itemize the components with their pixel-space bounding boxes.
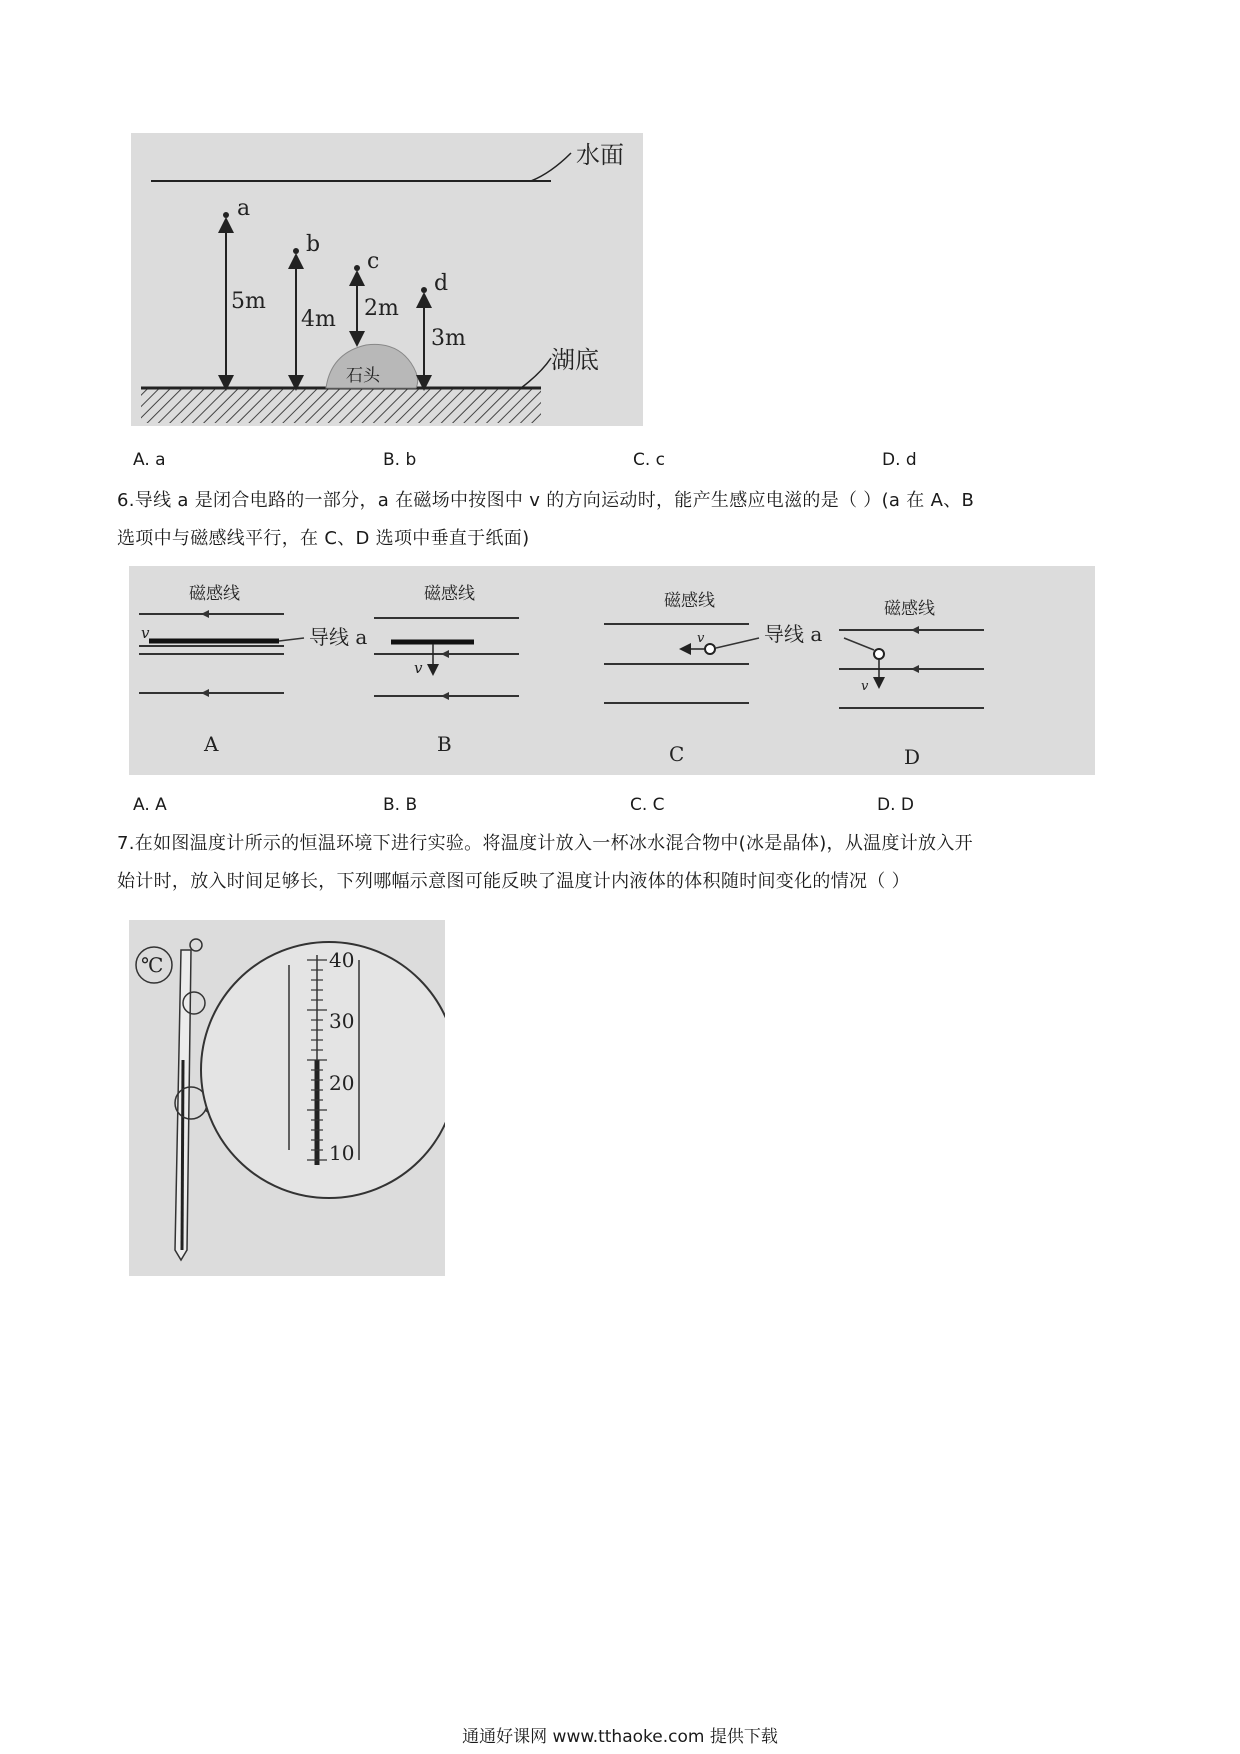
stone-label: 石头 bbox=[346, 366, 380, 386]
q7-question bbox=[117, 825, 1127, 901]
q6-text-line1: 6.导线 a 是闭合电路的一部分，a 在磁场中按图中 v 的方向运动时，能产生感应电滋的是（ ）(a 在 A、B bbox=[117, 490, 975, 511]
scale-40: 40 bbox=[329, 948, 355, 972]
q6-option-d[interactable]: D. D bbox=[877, 795, 914, 815]
panel-c-field-label: 磁感线 bbox=[664, 591, 715, 611]
scale-10: 10 bbox=[329, 1141, 355, 1165]
panel-d-velocity: v bbox=[861, 679, 869, 694]
q5-options bbox=[0, 450, 1240, 480]
lake-depth-figure bbox=[131, 133, 643, 426]
panel-b-field-label: 磁感线 bbox=[424, 584, 475, 604]
q5-option-c[interactable]: C. c bbox=[633, 450, 666, 470]
scale-30: 30 bbox=[329, 1009, 355, 1033]
panel-c-velocity: v bbox=[697, 631, 705, 646]
q7-text-line2: 始计时，放入时间足够长，下列哪幅示意图可能反映了温度计内液体的体积随时间变化的情况（ ） bbox=[117, 871, 910, 892]
thermometer-figure bbox=[129, 920, 445, 1276]
point-c-label: c bbox=[367, 249, 380, 274]
q6-option-b[interactable]: B. B bbox=[383, 795, 418, 815]
page-footer: 通通好课网 www.tthaoke.com 提供下载 bbox=[462, 1727, 778, 1747]
q6-text-line2: 选项中与磁感线平行，在 C、D 选项中垂直于纸面) bbox=[117, 528, 530, 549]
q6-question bbox=[117, 482, 1127, 558]
thermometer-unit: ℃ bbox=[141, 953, 164, 977]
q6-option-a[interactable]: A. A bbox=[133, 795, 167, 815]
q6-options bbox=[0, 795, 1240, 825]
point-d-height: 3m bbox=[431, 326, 466, 351]
point-a-height: 5m bbox=[231, 289, 266, 314]
q6-option-c[interactable]: C. C bbox=[630, 795, 665, 815]
wire-label-left: 导线 a bbox=[309, 625, 368, 649]
point-d-label: d bbox=[434, 271, 449, 296]
panel-b-velocity: v bbox=[414, 659, 423, 677]
panel-c-label: C bbox=[669, 742, 685, 766]
q5-option-b[interactable]: B. b bbox=[383, 450, 417, 470]
point-b-label: b bbox=[306, 232, 321, 257]
panel-b-label: B bbox=[437, 732, 452, 756]
panel-d-field-label: 磁感线 bbox=[884, 599, 935, 619]
lake-bottom-label: 湖底 bbox=[551, 346, 599, 374]
wire-label-right: 导线 a bbox=[764, 622, 823, 646]
point-a-label: a bbox=[237, 196, 251, 221]
panel-a-field-label: 磁感线 bbox=[189, 584, 240, 604]
point-c-height: 2m bbox=[364, 296, 399, 321]
q5-option-a[interactable]: A. a bbox=[133, 450, 166, 470]
q5-option-d[interactable]: D. d bbox=[882, 450, 917, 470]
q7-text-line1: 7.在如图温度计所示的恒温环境下进行实验。将温度计放入一杯冰水混合物中(冰是晶体)，从温度计放入开 bbox=[117, 833, 973, 854]
induction-figure bbox=[129, 566, 1095, 775]
panel-a-label: A bbox=[204, 732, 219, 756]
point-b-height: 4m bbox=[301, 307, 336, 332]
scale-20: 20 bbox=[329, 1071, 355, 1095]
panel-a-velocity: v bbox=[141, 624, 150, 642]
water-surface-label: 水面 bbox=[576, 141, 624, 169]
panel-d-label: D bbox=[904, 745, 921, 769]
